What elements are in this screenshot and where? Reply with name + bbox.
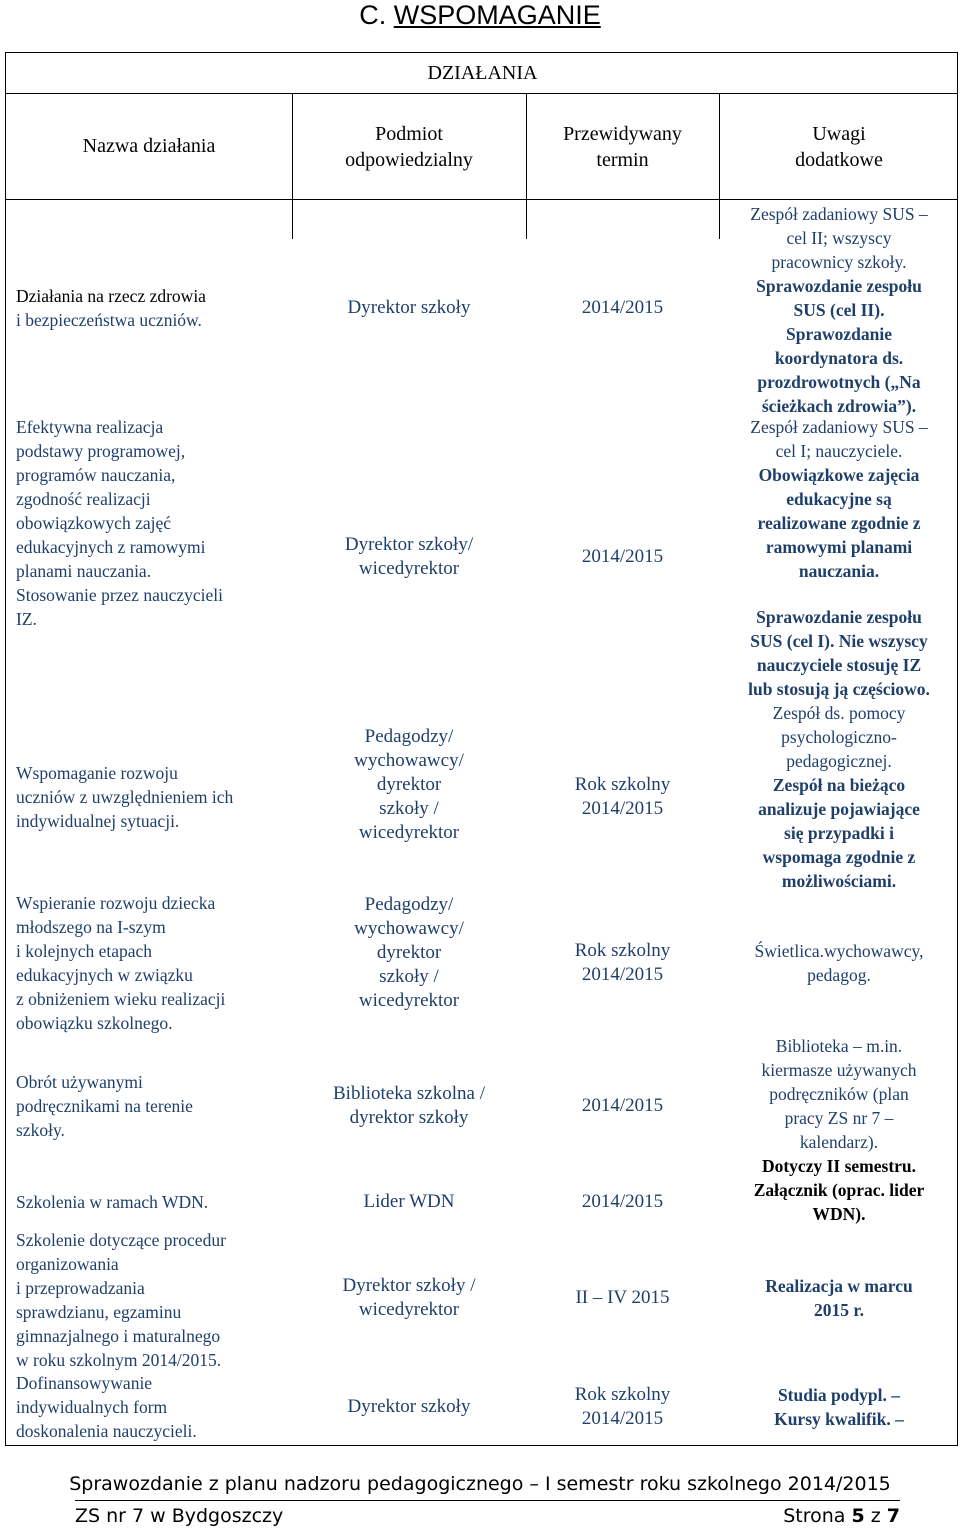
table-caption: DZIAŁANIA	[427, 62, 538, 84]
text-line: Sprawozdanie	[786, 324, 892, 344]
page-of: z	[864, 1505, 887, 1527]
text-line: Sprawozdanie zespołu	[756, 607, 922, 627]
text-line: 2014/2015	[581, 546, 664, 567]
text-line: edukacyjnych w związku	[16, 965, 193, 985]
row-name	[16, 891, 291, 1035]
header-term	[526, 121, 719, 173]
text-line: gimnazjalnego i maturalnego	[16, 1326, 221, 1346]
text-line: nauczyciele stosuję IZ	[756, 655, 922, 675]
text-line: się przypadki i	[784, 823, 894, 843]
text-line: ścieżkach zdrowia”).	[761, 396, 917, 416]
page-word: Strona	[783, 1505, 852, 1527]
text-line: edukacyjnych z ramowymi	[16, 537, 206, 557]
row-term	[526, 296, 719, 320]
text-line: wicedyrektor	[358, 1299, 460, 1320]
text-line: Biblioteka – m.in.	[775, 1036, 903, 1056]
text-line: uczniów z uwzględnieniem ich	[16, 787, 234, 807]
text-line: Pedagodzy/	[364, 894, 454, 915]
text-line: SUS (cel I). Nie wszyscy	[750, 631, 928, 651]
text-line: kalendarz).	[799, 1132, 879, 1152]
text-line: wychowawcy/	[354, 918, 464, 939]
text-line: indywidualnych form	[16, 1397, 168, 1417]
text-line: lub stosują ją częściowo.	[748, 679, 930, 699]
text-line: Lider WDN	[363, 1191, 455, 1212]
text-line: Zespół zadaniowy SUS –	[750, 417, 928, 437]
text-line: pedagog.	[807, 965, 871, 985]
text-line: zgodność realizacji	[16, 489, 151, 509]
text-line: Dotyczy II semestru.	[761, 1156, 917, 1176]
text-line: w roku szkolnym 2014/2015.	[16, 1350, 222, 1370]
text-line: Wspomaganie rozwoju	[16, 763, 178, 783]
row-subject	[292, 533, 526, 581]
row-term	[526, 1190, 719, 1214]
text-line: koordynatora ds.	[774, 348, 904, 368]
row-name	[16, 1228, 291, 1372]
footer	[75, 1505, 900, 1527]
page-current: 5	[851, 1505, 865, 1527]
text-line: pedagogicznej.	[786, 751, 892, 771]
text-line: Kursy kwalifik. –	[774, 1409, 904, 1429]
row-notes	[719, 605, 959, 701]
text-line: cel I; nauczyciele.	[775, 441, 903, 461]
text-line: wspomaga zgodnie z	[762, 847, 916, 867]
text-line: WDN).	[812, 1204, 866, 1224]
text-line: dyrektor	[376, 942, 442, 963]
page-number	[783, 1505, 900, 1527]
header-name: Nazwa działania	[82, 135, 216, 157]
text-line: II – IV 2015	[575, 1287, 670, 1308]
text-line: realizowane zgodnie z	[757, 513, 921, 533]
page-title-prefix: C.	[359, 0, 394, 30]
text-line: Studia podypl. –	[777, 1385, 901, 1405]
row-name	[16, 415, 286, 631]
text-line: 2014/2015	[581, 964, 664, 985]
text-line: IZ.	[16, 609, 37, 629]
row-subject	[292, 893, 526, 1013]
text-line: Świetlica.wychowawcy,	[754, 941, 924, 961]
text-line: Realizacja w marcu	[765, 1276, 913, 1296]
text-line: obowiązku szkolnego.	[16, 1013, 173, 1033]
footer-report-title: Sprawozdanie z planu nadzoru pedagogicznego – I semestr roku szkolnego 2014/2015	[69, 1473, 891, 1495]
text-line: obowiązkowych zajęć	[16, 513, 171, 533]
header-notes	[719, 121, 959, 173]
row-notes	[719, 1383, 959, 1431]
row-name	[16, 1371, 291, 1443]
text-line: dyrektor	[376, 774, 442, 795]
text-line: SUS (cel II).	[793, 300, 885, 320]
text-line: Działania na rzecz zdrowia	[16, 286, 206, 306]
header-subject-line: Podmiot	[375, 123, 443, 145]
row-term	[526, 1383, 719, 1431]
text-line: 2014/2015	[581, 297, 664, 318]
row-notes	[719, 202, 959, 418]
text-line: sprawdzianu, egzaminu	[16, 1302, 182, 1322]
text-line: Szkolenie dotyczące procedur	[16, 1230, 226, 1250]
row-name	[16, 761, 291, 833]
text-line: planami nauczania.	[16, 561, 152, 581]
text-line: 2014/2015	[581, 1191, 664, 1212]
text-line: psychologiczno-	[781, 727, 897, 747]
text-line: pracownicy szkoły.	[771, 252, 907, 272]
text-line: możliwościami.	[781, 871, 897, 891]
page-title	[0, 0, 960, 30]
row-subject	[292, 1082, 526, 1130]
row-subject	[292, 1190, 526, 1214]
text-line: nauczania.	[798, 561, 880, 581]
row-term	[526, 1094, 719, 1118]
text-line: Wspieranie rozwoju dziecka	[16, 893, 216, 913]
text-line: indywidualnej sytuacji.	[16, 811, 180, 831]
text-line: Rok szkolny	[574, 1384, 671, 1405]
row-term	[526, 1286, 719, 1310]
row-name	[16, 284, 286, 332]
header-term-line: termin	[596, 149, 649, 171]
text-line: doskonalenia nauczycieli.	[16, 1421, 197, 1441]
row-subject	[292, 1395, 526, 1419]
text-line: i przeprowadzania	[16, 1278, 145, 1298]
text-line: z obniżeniem wieku realizacji	[16, 989, 226, 1009]
page-title-main: WSPOMAGANIE	[393, 0, 601, 30]
text-line: Dyrektor szkoły	[347, 1396, 471, 1417]
text-line: wychowawcy/	[354, 750, 464, 771]
row-notes	[719, 415, 959, 583]
text-line: dyrektor szkoły	[349, 1107, 469, 1128]
text-line: podstawy programowej,	[16, 441, 186, 461]
row-subject	[292, 725, 526, 845]
text-line: Dofinansowywanie	[16, 1373, 153, 1393]
text-line: Stosowanie przez nauczycieli	[16, 585, 223, 605]
text-line: Zespół na bieżąco	[772, 775, 906, 795]
text-line: kiermasze używanych	[761, 1060, 917, 1080]
text-line: Dyrektor szkoły	[347, 297, 471, 318]
text-line: szkoły /	[379, 966, 439, 987]
text-line: i bezpieczeństwa uczniów.	[16, 310, 202, 330]
text-line: organizowania	[16, 1254, 119, 1274]
page-total: 7	[886, 1505, 900, 1527]
text-line: Załącznik (oprac. lider	[753, 1180, 925, 1200]
text-line: Biblioteka szkolna /	[333, 1083, 485, 1104]
text-line: młodszego na I-szym	[16, 917, 166, 937]
text-line: szkoły /	[379, 798, 439, 819]
text-line: Sprawozdanie zespołu	[756, 276, 922, 296]
row-notes	[719, 1274, 959, 1322]
text-line: programów nauczania,	[16, 465, 176, 485]
text-line: 2014/2015	[581, 1095, 664, 1116]
row-subject	[292, 1274, 526, 1322]
row-term	[526, 939, 719, 987]
text-line: szkoły.	[16, 1120, 65, 1140]
row-notes	[719, 1034, 959, 1226]
text-line: prozdrowotnych („Na	[757, 372, 921, 392]
text-line: Obrót używanymi	[16, 1072, 143, 1092]
header-subject-line: odpowiedzialny	[345, 149, 473, 171]
row-term	[526, 773, 719, 821]
text-line: Pedagodzy/	[364, 726, 454, 747]
text-line: Zespół zadaniowy SUS –	[750, 204, 928, 224]
footer-school: ZS nr 7 w Bydgoszczy	[75, 1505, 284, 1527]
footer-divider	[75, 1500, 900, 1501]
header-subject	[292, 121, 526, 173]
header-notes-line: dodatkowe	[795, 149, 883, 171]
text-line: Obowiązkowe zajęcia	[758, 465, 920, 485]
text-line: edukacyjne są	[786, 489, 892, 509]
text-line: podręcznikami na terenie	[16, 1096, 193, 1116]
text-line: wicedyrektor	[358, 822, 460, 843]
text-line: cel II; wszyscy	[786, 228, 892, 248]
row-name	[16, 1190, 286, 1214]
text-line: Zespół ds. pomocy	[772, 703, 906, 723]
text-line: wicedyrektor	[358, 990, 460, 1011]
text-line: Dyrektor szkoły/	[344, 534, 474, 555]
text-line: Efektywna realizacja	[16, 417, 164, 437]
table-divider	[6, 199, 957, 200]
text-line: pracy ZS nr 7 –	[784, 1108, 894, 1128]
text-line: podręczników (plan	[769, 1084, 909, 1104]
text-line: Rok szkolny	[574, 940, 671, 961]
text-line: Dyrektor szkoły /	[342, 1275, 476, 1296]
text-line: 2015 r.	[814, 1300, 864, 1320]
text-line: ramowymi planami	[765, 537, 913, 557]
text-line: wicedyrektor	[358, 558, 460, 579]
row-name	[16, 1070, 286, 1142]
text-line: analizuje pojawiające	[758, 799, 920, 819]
text-line: 2014/2015	[581, 798, 664, 819]
text-line: 2014/2015	[581, 1408, 664, 1429]
header-notes-line: Uwagi	[812, 123, 866, 145]
row-notes	[719, 701, 959, 893]
header-term-line: Przewidywany	[563, 123, 682, 145]
text-line: i kolejnych etapach	[16, 941, 153, 961]
row-notes	[719, 939, 959, 987]
table-divider	[6, 93, 957, 94]
row-subject	[292, 296, 526, 320]
row-term	[526, 545, 719, 569]
activities-table	[5, 52, 958, 1446]
text-line: Rok szkolny	[574, 774, 671, 795]
text-line: Szkolenia w ramach WDN.	[16, 1192, 209, 1212]
